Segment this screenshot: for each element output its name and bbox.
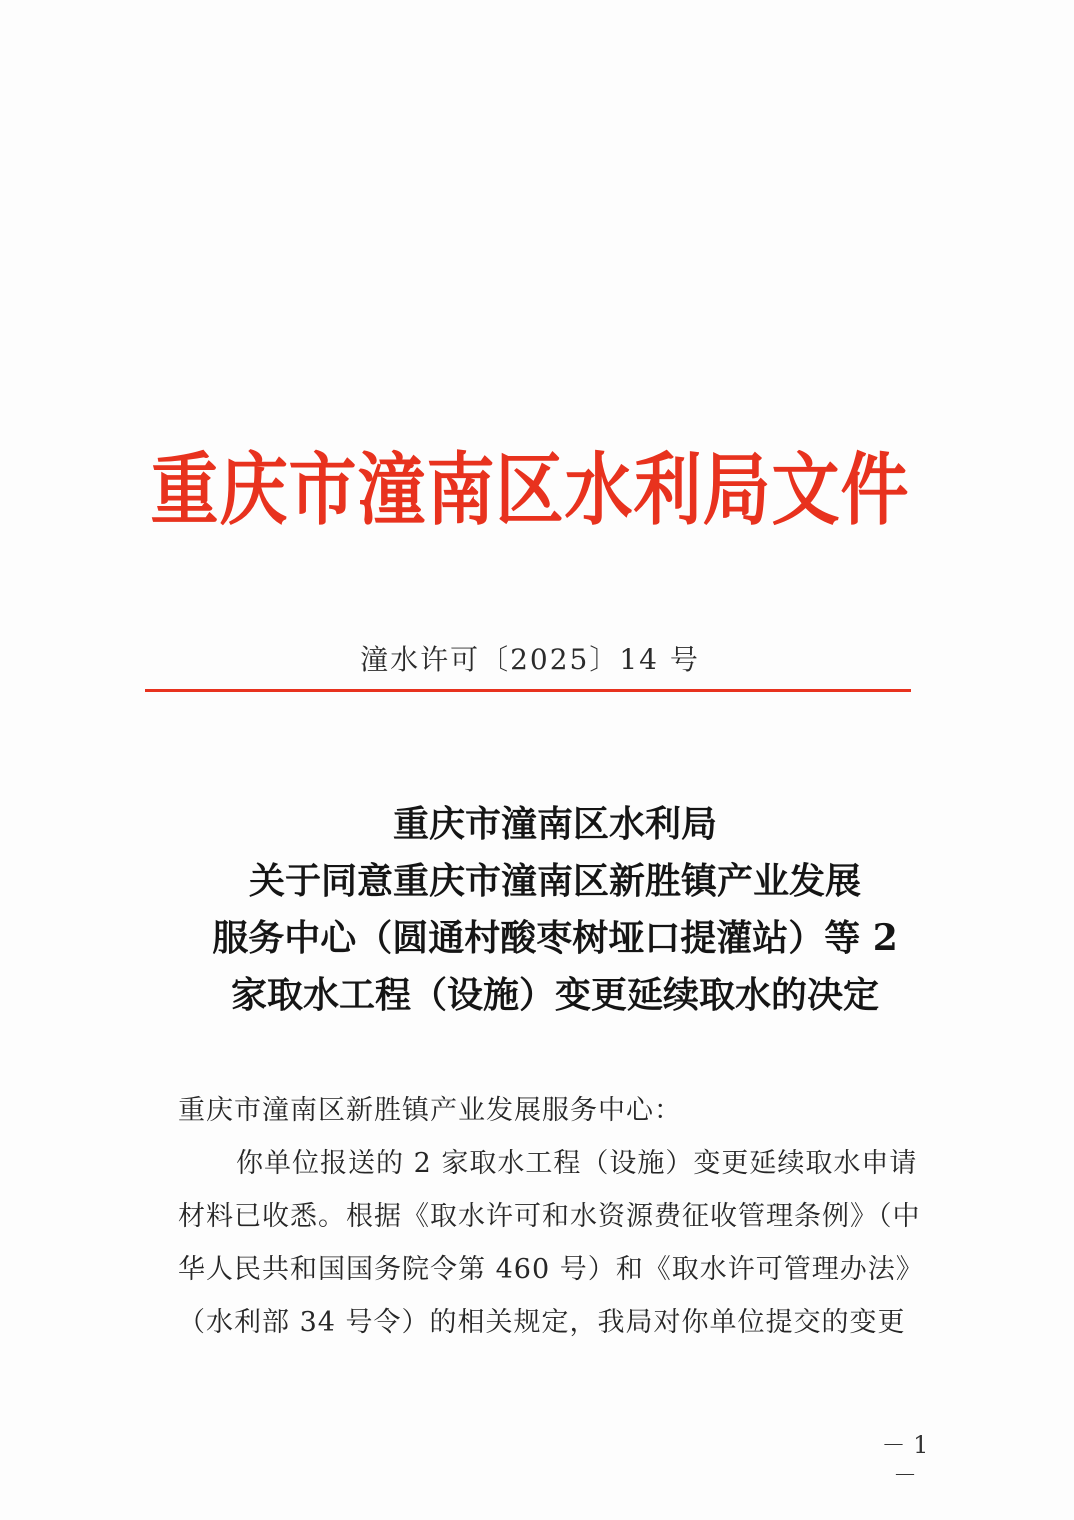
title-line-2: 关于同意重庆市潼南区新胜镇产业发展 [248,860,861,902]
body-line-2: 材料已收悉。根据《取水许可和水资源费征收管理条例》（中 [178,1201,921,1232]
title-line-4: 家取水工程（设施）变更延续取水的决定 [230,974,879,1016]
masthead-title: 重庆市潼南区水利局文件 [150,445,910,537]
title-line-1: 重庆市潼南区水利局 [392,803,717,845]
document-title [150,796,960,1024]
addressee: 重庆市潼南区新胜镇产业发展服务中心： [178,1095,682,1126]
red-separator-line [145,689,911,692]
body-text [178,1084,940,1349]
body-line-3: 华人民共和国国务院令第 460 号）和《取水许可管理办法》 [178,1254,924,1285]
document-number: 潼水许可〔2025〕14 号 [360,643,700,676]
page-number: － 1 － [881,1431,929,1489]
body-line-1: 你单位报送的 2 家取水工程（设施）变更延续取水申请 [236,1148,918,1179]
title-line-3: 服务中心（圆通村酸枣树垭口提灌站）等 2 [212,917,898,959]
body-line-4: （水利部 34 号令）的相关规定，我局对你单位提交的变更 [178,1307,906,1338]
